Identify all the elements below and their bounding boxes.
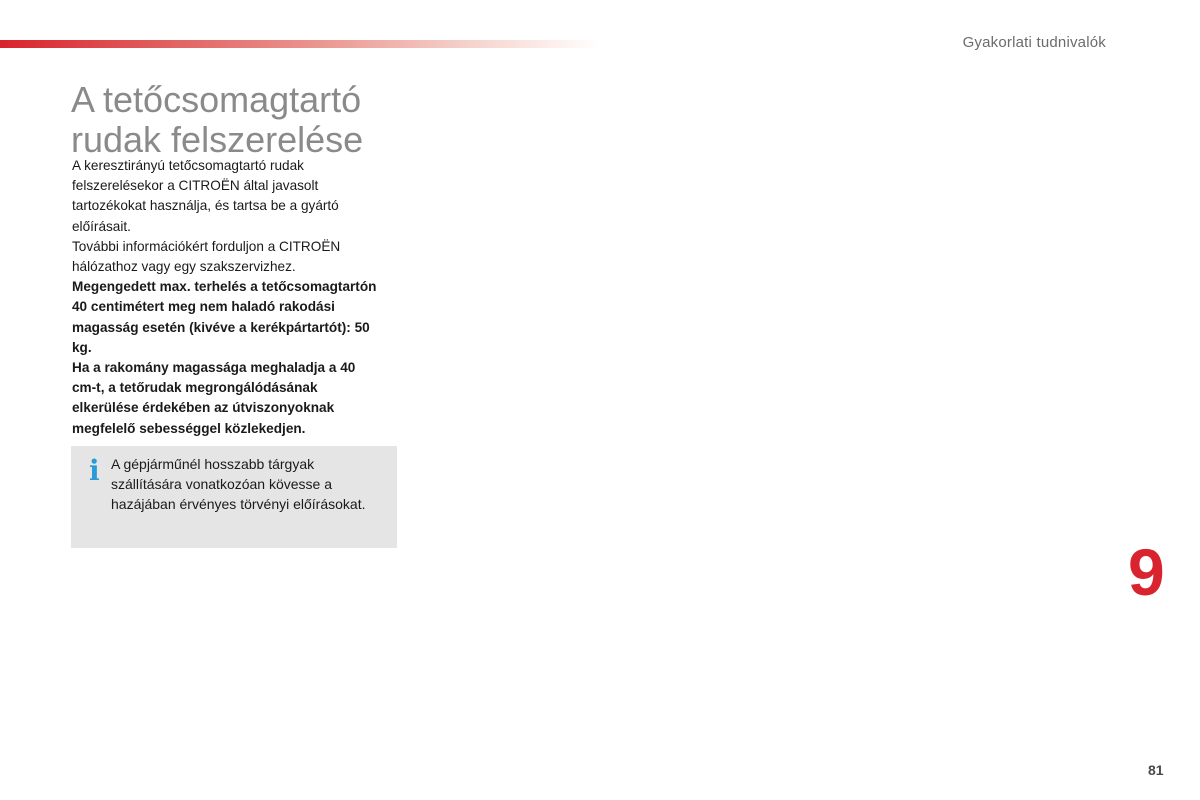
body-text: [72, 156, 382, 439]
page-number: 81: [1148, 762, 1164, 778]
paragraph-network: További információkért forduljon a CITROËN hálózathoz vagy egy szakszervizhez.: [72, 238, 341, 275]
chapter-number: 9: [1128, 535, 1165, 609]
header-accent-bar: [0, 40, 600, 48]
paragraph-speed-warning: Ha a rakomány magassága meghaladja a 40 cm-t, a tetőrudak megrongálódásának elkerülése érdekében az útviszonyoknak megfelelő sebességgel közlekedjen.: [72, 360, 356, 436]
paragraph-max-load: Megengedett max. terhelés a tetőcsomagtartón 40 centimétert meg nem haladó rakodási magasság esetén (kivéve a kerékpártartót): 50 kg.: [72, 279, 377, 355]
page-title: A tetőcsomagtartó rudak felszerelése: [71, 79, 364, 160]
info-icon: i: [89, 454, 100, 487]
paragraph-accessories: A keresztirányú tetőcsomagtartó rudak felszerelésekor a CITROËN által javasolt tartozékokat használja, és tartsa be a gyártó előírásait.: [72, 158, 339, 234]
info-text: A gépjárműnél hosszabb tárgyak szállítására vonatkozóan kövesse a hazájában érvényes törvényi előírásokat.: [111, 456, 366, 513]
section-title: Gyakorlati tudnivalók: [962, 34, 1106, 51]
info-box: [71, 446, 397, 548]
